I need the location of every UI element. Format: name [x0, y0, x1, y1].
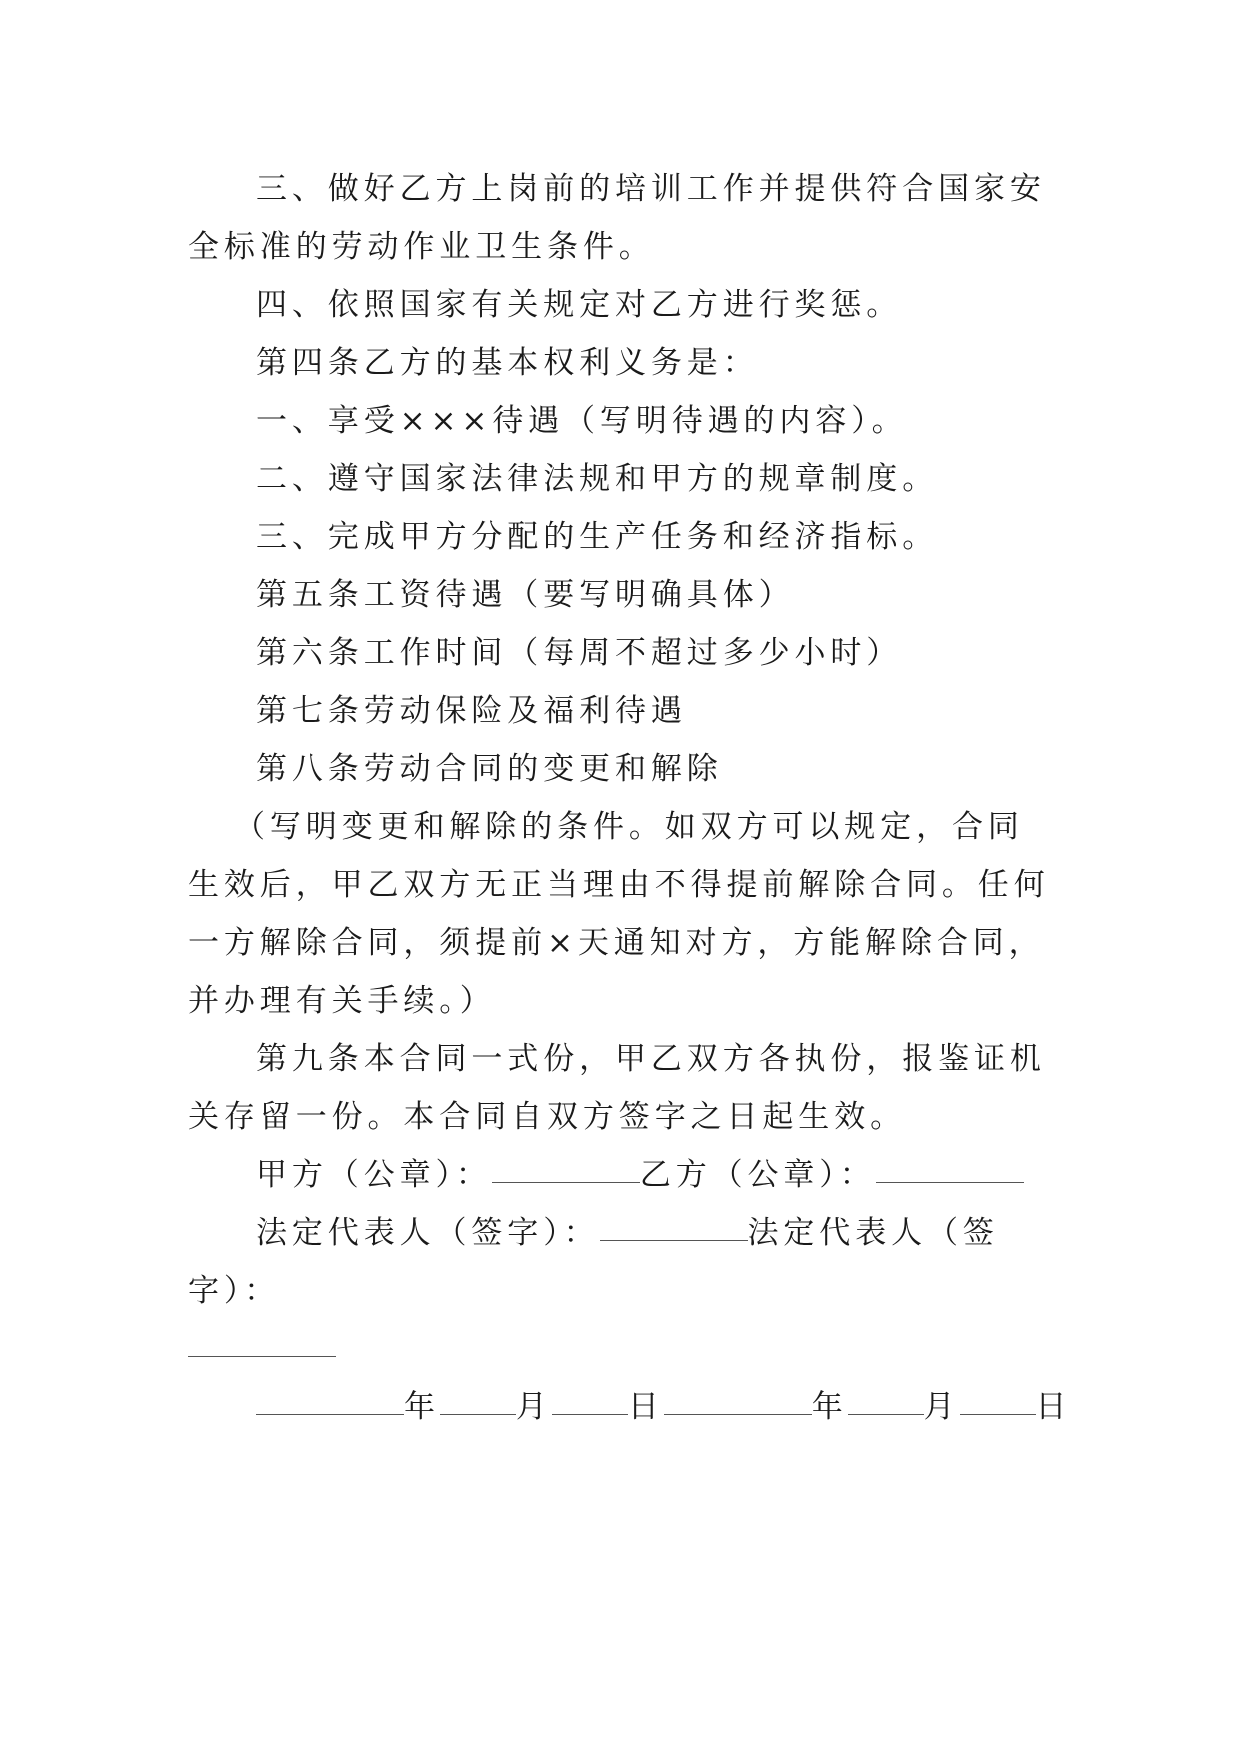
paragraph-employer-obligation-4: 四、依照国家有关规定对乙方进行奖惩。: [256, 287, 903, 323]
clause-6-heading: 第六条工作时间（每周不超过多少小时）: [256, 635, 903, 671]
party-a-seal-label: 甲方（公章）：: [256, 1157, 492, 1193]
year-label-a: 年: [404, 1389, 440, 1425]
date-line: [188, 1378, 1072, 1436]
seal-line: [188, 1146, 1058, 1204]
legal-rep-line: [188, 1204, 1058, 1320]
day-label-a: 日: [627, 1389, 664, 1425]
party-b-seal-label: 乙方（公章）：: [639, 1157, 876, 1193]
party-b-month-blank[interactable]: [848, 1384, 924, 1415]
paragraph-employee-right-2: 二、遵守国家法律法规和甲方的规章制度。: [256, 461, 939, 497]
party-a-seal-blank[interactable]: [492, 1152, 640, 1183]
paragraph-employee-right-3: 三、完成甲方分配的生产任务和经济指标。: [256, 519, 939, 555]
clause-5-heading: 第五条工资待遇（要写明确具体）: [256, 577, 795, 613]
paragraph-employer-obligation-3: 三、做好乙方上岗前的培训工作并提供符合国家安全标准的劳动作业卫生条件。: [188, 171, 1046, 265]
legal-rep-b-line: [188, 1320, 1058, 1378]
contract-body: [188, 160, 1072, 1436]
legal-rep-a-blank[interactable]: [600, 1210, 748, 1241]
month-label-a: 月: [515, 1389, 552, 1425]
party-a-month-blank[interactable]: [440, 1384, 516, 1415]
legal-rep-b-blank[interactable]: [188, 1326, 336, 1357]
party-b-seal-blank[interactable]: [876, 1152, 1024, 1183]
clause-4-heading: 第四条乙方的基本权利义务是：: [256, 345, 759, 381]
clause-9-paragraph: 第九条本合同一式份，甲乙双方各执份，报鉴证机关存留一份。本合同自双方签字之日起生效。: [188, 1041, 1046, 1135]
party-a-year-blank[interactable]: [256, 1384, 404, 1415]
year-label-b: 年: [811, 1389, 848, 1425]
party-a-day-blank[interactable]: [552, 1384, 628, 1415]
legal-rep-b-label: 法定代表人（签字）：: [188, 1215, 999, 1309]
party-b-year-blank[interactable]: [664, 1384, 812, 1415]
clause-8-note: （写明变更和解除的条件。如双方可以规定，合同生效后，甲乙双方无正当理由不得提前解除合同。任何一方解除合同，须提前×天通知对方，方能解除合同，并办理有关手续。）: [188, 809, 1050, 1019]
month-label-b: 月: [923, 1389, 960, 1425]
day-label-b: 日: [1035, 1389, 1072, 1425]
paragraph-employee-right-1: 一、享受×××待遇（写明待遇的内容）。: [256, 403, 908, 439]
clause-8-heading: 第八条劳动合同的变更和解除: [256, 751, 723, 787]
legal-rep-a-label: 法定代表人（签字）：: [256, 1215, 600, 1251]
party-b-day-blank[interactable]: [960, 1384, 1036, 1415]
clause-7-heading: 第七条劳动保险及福利待遇: [256, 693, 687, 729]
